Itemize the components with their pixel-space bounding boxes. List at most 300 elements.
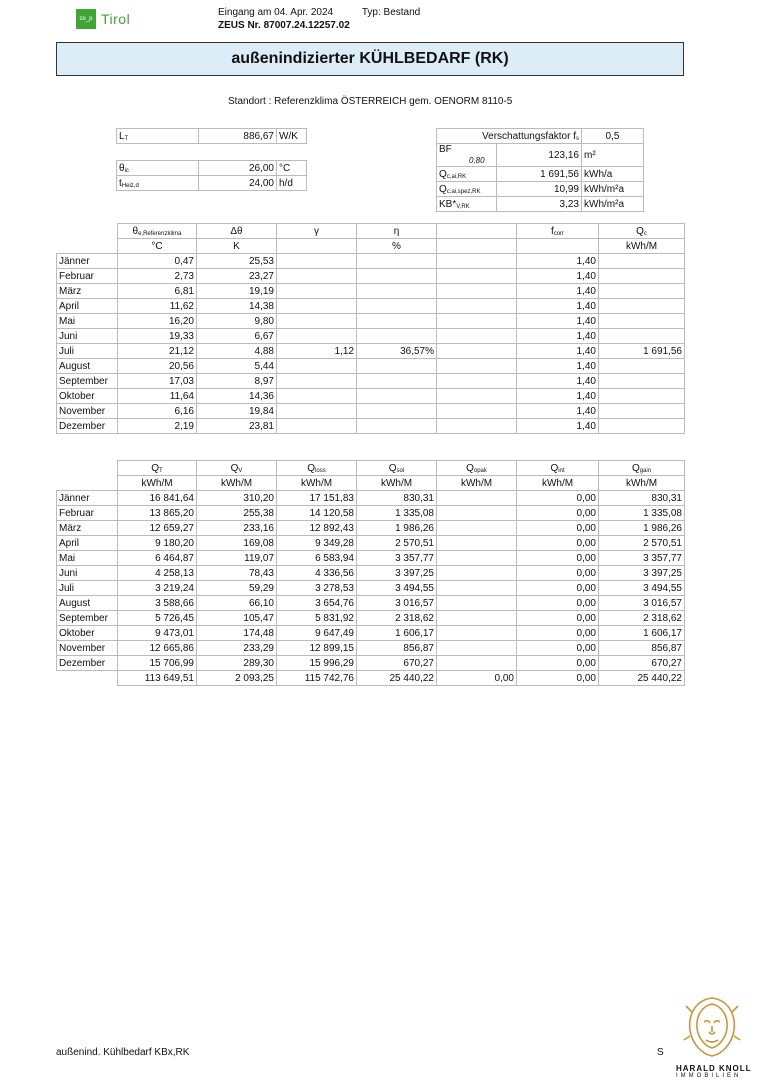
value-cell: 3 588,66 — [118, 596, 197, 611]
value-cell: 1,40 — [517, 254, 599, 269]
t-heiz-label: $t_{Heiz,d}$ — [117, 176, 199, 191]
value-cell: 0,47 — [118, 254, 197, 269]
value-cell — [437, 551, 517, 566]
unit-cell: kWh/M — [437, 476, 517, 491]
value-cell — [437, 314, 517, 329]
t-heiz-row — [117, 176, 307, 191]
value-cell: 830,31 — [357, 491, 437, 506]
value-cell — [437, 566, 517, 581]
table-row — [57, 404, 685, 419]
value-cell: 1 335,08 — [599, 506, 685, 521]
month-label: August — [57, 359, 118, 374]
value-cell — [357, 254, 437, 269]
brand-name: HARALD KNOLL — [676, 1064, 752, 1073]
monthly-table-1 — [56, 223, 685, 434]
value-cell: 1,40 — [517, 389, 599, 404]
kb-value: 3,23 — [497, 197, 582, 212]
theta-ic-label: $\theta_{ic}$ — [117, 161, 199, 176]
month-label: April — [57, 536, 118, 551]
bf-unit: m² — [582, 144, 644, 167]
right-params-table — [436, 128, 644, 212]
qc-ai-value: 1 691,56 — [497, 167, 582, 182]
unit-cell: kWh/M — [517, 476, 599, 491]
value-cell: 1,40 — [517, 344, 599, 359]
value-cell: 2 318,62 — [357, 611, 437, 626]
value-cell — [277, 419, 357, 434]
table-row — [57, 626, 685, 641]
t-heiz-unit: h/d — [277, 176, 307, 191]
value-cell — [277, 389, 357, 404]
value-cell: 4 258,13 — [118, 566, 197, 581]
unit-cell — [437, 239, 517, 254]
table-row — [57, 419, 685, 434]
totals-row — [57, 671, 685, 686]
value-cell: 12 665,86 — [118, 641, 197, 656]
value-cell: 289,30 — [197, 656, 277, 671]
value-cell: 0,00 — [517, 491, 599, 506]
value-cell — [437, 269, 517, 284]
value-cell: 21,12 — [118, 344, 197, 359]
value-cell: 23,27 — [197, 269, 277, 284]
unit-cell — [517, 239, 599, 254]
value-cell: 4 336,56 — [277, 566, 357, 581]
value-cell: 9 647,49 — [277, 626, 357, 641]
value-cell: 0,00 — [517, 626, 599, 641]
value-cell: 670,27 — [599, 656, 685, 671]
value-cell — [437, 536, 517, 551]
value-cell — [599, 404, 685, 419]
value-cell: 25,53 — [197, 254, 277, 269]
lt-row — [117, 129, 307, 144]
value-cell: 11,62 — [118, 299, 197, 314]
t-heiz-value: 24,00 — [199, 176, 277, 191]
month-label: Juni — [57, 566, 118, 581]
column-header: $Q_{loss}$ — [277, 461, 357, 476]
value-cell: 3 016,57 — [599, 596, 685, 611]
value-cell: 1,40 — [517, 374, 599, 389]
value-cell: 3 494,55 — [599, 581, 685, 596]
value-cell — [437, 596, 517, 611]
table-row — [57, 656, 685, 671]
value-cell: 0,00 — [517, 551, 599, 566]
column-header: $Q_T$ — [118, 461, 197, 476]
month-label: Februar — [57, 269, 118, 284]
value-cell: 233,16 — [197, 521, 277, 536]
value-cell: 1,12 — [277, 344, 357, 359]
table-row — [57, 389, 685, 404]
qc-spez-value: 10,99 — [497, 182, 582, 197]
unit-cell — [277, 239, 357, 254]
column-header: η — [357, 224, 437, 239]
value-cell — [277, 374, 357, 389]
value-cell — [437, 359, 517, 374]
value-cell: 9 180,20 — [118, 536, 197, 551]
total-cell: 2 093,25 — [197, 671, 277, 686]
unit-cell: kWh/M — [599, 476, 685, 491]
bf-value: 123,16 — [497, 144, 582, 167]
column-header: γ — [277, 224, 357, 239]
table-row — [57, 566, 685, 581]
kb-row — [437, 197, 644, 212]
table-row — [57, 284, 685, 299]
value-cell — [599, 359, 685, 374]
unit-cell: % — [357, 239, 437, 254]
value-cell: 2,19 — [118, 419, 197, 434]
month-label: Juli — [57, 581, 118, 596]
monthly-table-2 — [56, 460, 685, 686]
value-cell: 17,03 — [118, 374, 197, 389]
units-row — [57, 239, 685, 254]
table-row — [57, 491, 685, 506]
value-cell — [437, 506, 517, 521]
month-label: Februar — [57, 506, 118, 521]
table-row — [57, 269, 685, 284]
value-cell: 1 986,26 — [599, 521, 685, 536]
value-cell: 12 892,43 — [277, 521, 357, 536]
month-label: Jänner — [57, 254, 118, 269]
value-cell: 1,40 — [517, 284, 599, 299]
value-cell: 174,48 — [197, 626, 277, 641]
value-cell: 16 841,64 — [118, 491, 197, 506]
header-row — [57, 461, 685, 476]
value-cell: 1,40 — [517, 299, 599, 314]
month-label: Dezember — [57, 656, 118, 671]
value-cell — [357, 329, 437, 344]
value-cell — [357, 389, 437, 404]
value-cell — [437, 491, 517, 506]
value-cell: 14,36 — [197, 389, 277, 404]
bf-row — [437, 144, 644, 167]
value-cell: 1,40 — [517, 329, 599, 344]
value-cell: 15 996,29 — [277, 656, 357, 671]
total-cell: 25 440,22 — [599, 671, 685, 686]
month-label: April — [57, 299, 118, 314]
total-cell: 113 649,51 — [118, 671, 197, 686]
column-header: $Q_{gain}$ — [599, 461, 685, 476]
table-row — [57, 299, 685, 314]
table-row — [57, 641, 685, 656]
month-label: Oktober — [57, 389, 118, 404]
brand-subtitle: IMMOBILIEN — [676, 1073, 742, 1079]
fs-value: 0,5 — [582, 129, 644, 144]
column-header: $Q_{opak}$ — [437, 461, 517, 476]
value-cell: 6 583,94 — [277, 551, 357, 566]
value-cell: 105,47 — [197, 611, 277, 626]
corner-cell — [57, 476, 118, 491]
unit-cell: kWh/M — [599, 239, 685, 254]
value-cell: 0,00 — [517, 581, 599, 596]
month-label: Oktober — [57, 626, 118, 641]
value-cell — [437, 254, 517, 269]
value-cell: 13 865,20 — [118, 506, 197, 521]
value-cell — [277, 284, 357, 299]
table-row — [57, 254, 685, 269]
value-cell: 1 606,17 — [357, 626, 437, 641]
value-cell: 1,40 — [517, 269, 599, 284]
unit-cell: kWh/M — [277, 476, 357, 491]
value-cell: 66,10 — [197, 596, 277, 611]
value-cell: 1 335,08 — [357, 506, 437, 521]
value-cell — [437, 389, 517, 404]
column-header: $Q_V$ — [197, 461, 277, 476]
value-cell: 23,81 — [197, 419, 277, 434]
value-cell — [357, 419, 437, 434]
unit-cell: °C — [118, 239, 197, 254]
column-header: Δθ — [197, 224, 277, 239]
header-row — [57, 224, 685, 239]
value-cell: 830,31 — [599, 491, 685, 506]
qc-ai-row — [437, 167, 644, 182]
value-cell: 36,57% — [357, 344, 437, 359]
total-cell: 0,00 — [437, 671, 517, 686]
value-cell: 9 349,28 — [277, 536, 357, 551]
value-cell — [277, 254, 357, 269]
table-row — [57, 506, 685, 521]
value-cell: 0,00 — [517, 596, 599, 611]
bf-mid: 0,80 — [469, 156, 485, 165]
header-line-1 — [218, 7, 420, 18]
typ-label: Typ: Bestand — [361, 7, 421, 18]
value-cell: 5,44 — [197, 359, 277, 374]
value-cell: 856,87 — [599, 641, 685, 656]
value-cell — [437, 611, 517, 626]
corner-cell — [57, 671, 118, 686]
value-cell — [437, 329, 517, 344]
table-row — [57, 611, 685, 626]
total-cell: 0,00 — [517, 671, 599, 686]
value-cell: 3 016,57 — [357, 596, 437, 611]
logo-mark: ze_p — [76, 9, 96, 29]
value-cell — [437, 374, 517, 389]
value-cell: 0,00 — [517, 656, 599, 671]
value-cell: 3 397,25 — [599, 566, 685, 581]
value-cell — [437, 626, 517, 641]
month-label: Juni — [57, 329, 118, 344]
bf-label: BF 0,80 — [437, 144, 497, 167]
unit-cell: kWh/M — [197, 476, 277, 491]
value-cell: 0,00 — [517, 536, 599, 551]
value-cell: 1,40 — [517, 314, 599, 329]
value-cell: 12 899,15 — [277, 641, 357, 656]
month-label: November — [57, 404, 118, 419]
column-header: $Q_c$ — [599, 224, 685, 239]
month-label: Dezember — [57, 419, 118, 434]
value-cell: 5 831,92 — [277, 611, 357, 626]
value-cell: 78,43 — [197, 566, 277, 581]
value-cell: 14,38 — [197, 299, 277, 314]
table-row — [57, 329, 685, 344]
unit-cell: kWh/M — [357, 476, 437, 491]
value-cell — [437, 521, 517, 536]
lt-value: 886,67 — [199, 129, 277, 144]
page-title: außenindizierter KÜHLBEDARF (RK) — [56, 42, 684, 76]
fs-label: Verschattungsfaktor $f_s$ — [437, 129, 582, 144]
value-cell — [357, 314, 437, 329]
corner-cell — [57, 239, 118, 254]
value-cell: 2 570,51 — [357, 536, 437, 551]
month-label: März — [57, 284, 118, 299]
value-cell — [599, 389, 685, 404]
value-cell — [357, 284, 437, 299]
value-cell — [599, 329, 685, 344]
month-label: November — [57, 641, 118, 656]
table-row — [57, 314, 685, 329]
value-cell: 20,56 — [118, 359, 197, 374]
value-cell: 0,00 — [517, 641, 599, 656]
value-cell: 3 357,77 — [357, 551, 437, 566]
kb-unit: kWh/m²a — [582, 197, 644, 212]
value-cell: 3 494,55 — [357, 581, 437, 596]
lt-label: $L_T$ — [117, 129, 199, 144]
value-cell: 310,20 — [197, 491, 277, 506]
corner-cell — [57, 461, 118, 476]
footer-left-text: außenind. Kühlbedarf KBx,RK — [56, 1047, 190, 1058]
zeus-tirol-logo — [76, 8, 142, 30]
unit-cell: K — [197, 239, 277, 254]
value-cell: 2 570,51 — [599, 536, 685, 551]
value-cell — [437, 581, 517, 596]
lt-unit: W/K — [277, 129, 307, 144]
column-header: $Q_{sol}$ — [357, 461, 437, 476]
lt-table — [116, 128, 307, 144]
qc-spez-unit: kWh/m²a — [582, 182, 644, 197]
value-cell: 3 397,25 — [357, 566, 437, 581]
footer-page-label: S — [657, 1047, 664, 1058]
value-cell — [357, 269, 437, 284]
value-cell — [437, 419, 517, 434]
value-cell: 0,00 — [517, 611, 599, 626]
value-cell: 4,88 — [197, 344, 277, 359]
value-cell — [277, 329, 357, 344]
value-cell: 233,29 — [197, 641, 277, 656]
value-cell: 1 986,26 — [357, 521, 437, 536]
value-cell: 19,33 — [118, 329, 197, 344]
theta-ic-row — [117, 161, 307, 176]
total-cell: 115 742,76 — [277, 671, 357, 686]
value-cell: 1 691,56 — [599, 344, 685, 359]
standort-line: Standort : Referenzklima ÖSTERREICH gem. OENORM 8110-5 — [228, 96, 513, 107]
value-cell: 6 464,87 — [118, 551, 197, 566]
column-header — [437, 224, 517, 239]
qc-spez-label: $Q_{c,ai,spez,RK}$ — [437, 182, 497, 197]
value-cell: 0,00 — [517, 506, 599, 521]
month-label: Juli — [57, 344, 118, 359]
table-row — [57, 521, 685, 536]
total-cell: 25 440,22 — [357, 671, 437, 686]
value-cell: 1 606,17 — [599, 626, 685, 641]
zeus-number: ZEUS Nr. 87007.24.12257.02 — [218, 20, 350, 31]
value-cell — [437, 344, 517, 359]
value-cell — [437, 404, 517, 419]
value-cell: 59,29 — [197, 581, 277, 596]
column-header: $f_{corr}$ — [517, 224, 599, 239]
kb-label: $KB*_{V,RK}$ — [437, 197, 497, 212]
qc-ai-unit: kWh/a — [582, 167, 644, 182]
value-cell — [599, 299, 685, 314]
value-cell: 8,97 — [197, 374, 277, 389]
value-cell: 5 726,45 — [118, 611, 197, 626]
table-row — [57, 551, 685, 566]
value-cell: 6,16 — [118, 404, 197, 419]
value-cell — [599, 269, 685, 284]
value-cell: 17 151,83 — [277, 491, 357, 506]
value-cell: 9 473,01 — [118, 626, 197, 641]
value-cell — [357, 359, 437, 374]
theta-table — [116, 160, 307, 191]
value-cell — [277, 299, 357, 314]
value-cell — [599, 314, 685, 329]
value-cell: 255,38 — [197, 506, 277, 521]
value-cell: 6,81 — [118, 284, 197, 299]
value-cell — [277, 404, 357, 419]
theta-ic-value: 26,00 — [199, 161, 277, 176]
value-cell — [277, 314, 357, 329]
column-header: $\theta_{e,Referenzklima}$ — [118, 224, 197, 239]
column-header: $Q_{int}$ — [517, 461, 599, 476]
value-cell: 19,84 — [197, 404, 277, 419]
table-row — [57, 344, 685, 359]
value-cell: 3 278,53 — [277, 581, 357, 596]
value-cell: 3 654,76 — [277, 596, 357, 611]
month-label: August — [57, 596, 118, 611]
table-row — [57, 596, 685, 611]
value-cell: 15 706,99 — [118, 656, 197, 671]
value-cell: 16,20 — [118, 314, 197, 329]
units-row — [57, 476, 685, 491]
value-cell: 0,00 — [517, 521, 599, 536]
value-cell — [437, 641, 517, 656]
month-label: März — [57, 521, 118, 536]
value-cell: 2 318,62 — [599, 611, 685, 626]
value-cell — [437, 284, 517, 299]
month-label: Mai — [57, 314, 118, 329]
month-label: Mai — [57, 551, 118, 566]
value-cell: 0,00 — [517, 566, 599, 581]
value-cell — [357, 404, 437, 419]
value-cell: 11,64 — [118, 389, 197, 404]
value-cell: 3 219,24 — [118, 581, 197, 596]
value-cell: 1,40 — [517, 404, 599, 419]
value-cell: 19,19 — [197, 284, 277, 299]
value-cell: 1,40 — [517, 419, 599, 434]
value-cell: 6,67 — [197, 329, 277, 344]
month-label: September — [57, 611, 118, 626]
value-cell: 12 659,27 — [118, 521, 197, 536]
theta-ic-unit: °C — [277, 161, 307, 176]
value-cell — [277, 269, 357, 284]
value-cell — [437, 299, 517, 314]
value-cell: 2,73 — [118, 269, 197, 284]
fs-row — [437, 129, 644, 144]
value-cell: 856,87 — [357, 641, 437, 656]
value-cell: 169,08 — [197, 536, 277, 551]
value-cell — [599, 284, 685, 299]
value-cell: 3 357,77 — [599, 551, 685, 566]
month-label: September — [57, 374, 118, 389]
value-cell: 14 120,58 — [277, 506, 357, 521]
table-row — [57, 374, 685, 389]
qc-spez-row — [437, 182, 644, 197]
value-cell — [277, 359, 357, 374]
value-cell: 119,07 — [197, 551, 277, 566]
eingang-date: Eingang am 04. Apr. 2024 — [218, 7, 334, 18]
lion-logo-icon — [682, 992, 742, 1062]
table-row — [57, 359, 685, 374]
value-cell — [599, 419, 685, 434]
qc-ai-label: $Q_{c,ai,RK}$ — [437, 167, 497, 182]
value-cell: 9,80 — [197, 314, 277, 329]
value-cell: 1,40 — [517, 359, 599, 374]
